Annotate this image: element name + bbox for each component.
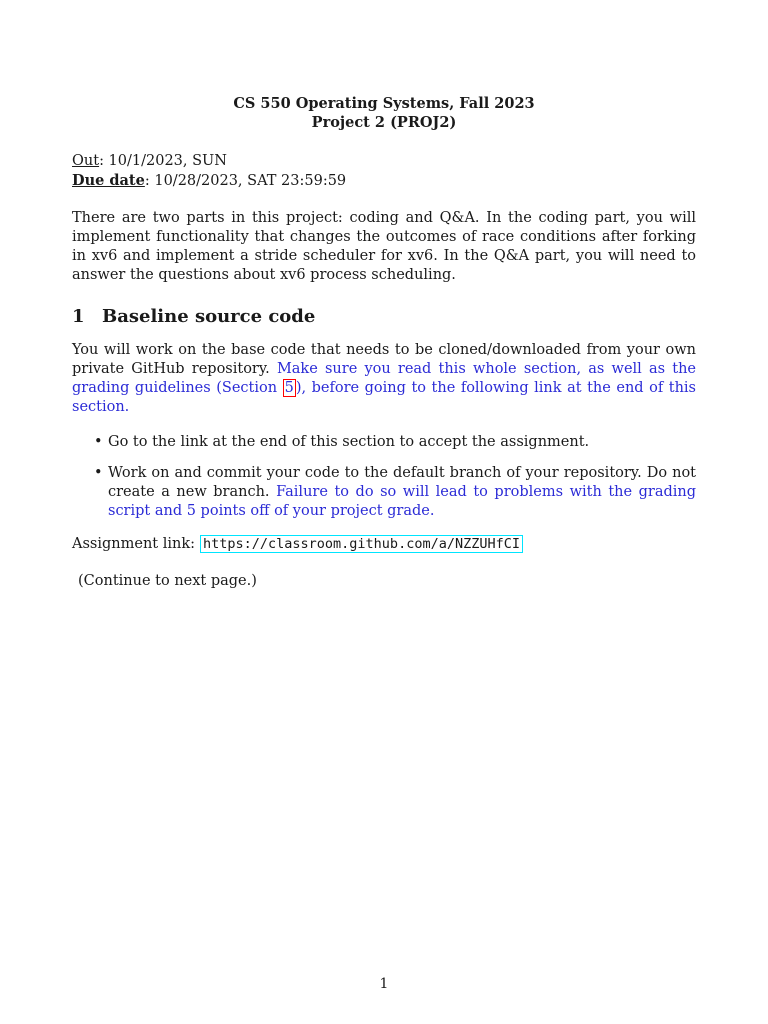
bullet-warning: Failure to do so will lead to problems with the grading script and 5 points off of your project grade. <box>108 484 697 519</box>
assignment-url-link[interactable]: https://classroom.github.com/a/NZZUHfCI <box>200 535 523 553</box>
due-label: Due date <box>72 172 145 189</box>
bullet-text: Work on and commit your code to the default branch of your repository. Do not create a new branch. <box>108 465 696 500</box>
section-number: 1 <box>72 306 85 327</box>
out-label: Out <box>72 153 100 169</box>
title-line-2: Project 2 (PROJ2) <box>311 114 457 131</box>
page-number: 1 <box>379 976 389 992</box>
highlight-before: Make sure you read this whole section, as well as the grading guidelines (Section <box>72 361 697 396</box>
instruction-list <box>72 433 696 521</box>
due-date <box>72 171 696 191</box>
title-line-1: CS 550 Operating Systems, Fall 2023 <box>233 95 535 112</box>
highlight-after: ), before going to the following link at the end of this section. <box>72 380 696 415</box>
list-item <box>72 464 696 521</box>
bullet-text: Go to the link at the end of this section to accept the assignment. <box>108 434 590 450</box>
out-date <box>72 152 696 171</box>
section-paragraph <box>72 341 696 417</box>
section-paragraph-plain: You will work on the base code that needs to be cloned/downloaded from your own private GitHub repository. <box>72 342 696 377</box>
due-value: : 10/28/2023, SAT 23:59:59 <box>144 173 347 189</box>
dates-block <box>72 152 696 191</box>
section-title: Baseline source code <box>102 306 316 327</box>
assignment-label: Assignment link: <box>72 536 196 552</box>
section-ref-link[interactable]: 5 <box>284 380 294 396</box>
bullet-icon: • <box>94 434 103 450</box>
page-content <box>72 94 696 591</box>
continue-note: (Continue to next page.) <box>78 573 257 589</box>
bullet-icon: • <box>94 465 103 481</box>
out-value: : 10/1/2023, SUN <box>99 153 227 169</box>
section-heading <box>72 305 696 329</box>
assignment-link-row <box>72 535 696 554</box>
document-title <box>72 94 696 132</box>
intro-paragraph: There are two parts in this project: coding and Q&A. In the coding part, you will implement functionality that changes the outcomes of race conditions after forking in xv6 and implement a stride scheduler for xv6. In the Q&A part, you will need to answer the questions about xv6 process scheduling. <box>72 210 696 283</box>
list-item <box>72 433 696 452</box>
